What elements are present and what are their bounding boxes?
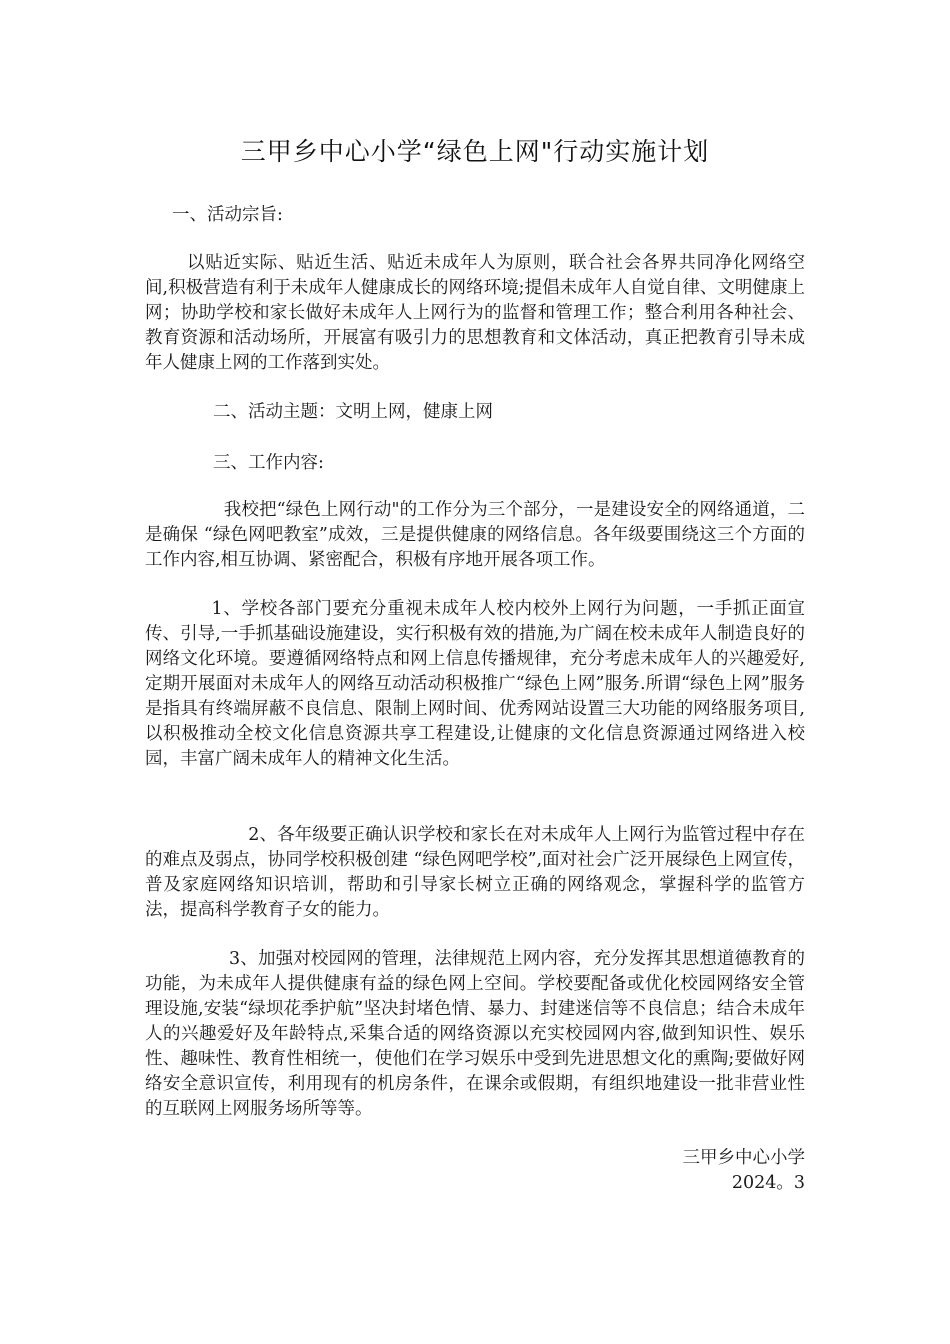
section1-heading: 一、活动宗旨: [172,205,283,225]
work-item-1: 1、学校各部门要充分重视未成年人校内校外上网行为问题，一手抓正面宣传、引导,一手抓基础设施建设，实行积极有效的措施,为广阔在校未成年人制造良好的网络文化环境。要遵循网络特点和网上信息传播规律，充分考虑未成年人的兴趣爱好,定期开展面对未成年人的网络互动活动积极推广“绿色上网”服务.所谓“绿色上网”服务是指具有终端屏蔽不良信息、限制上网时间、优秀网站设置三大功能的网络服务项目,以积极推动全校文化信息资源共享工程建设,让健康的文化信息资源通过网络进入校园，丰富广阔未成年人的精神文化生活。 [145,599,805,769]
document-title: 三甲乡中心小学“绿色上网"行动实施计划 [240,137,710,166]
signature-date: 2024。3 [731,1173,805,1193]
section3-intro-paragraph: 我校把“绿色上网行动"的工作分为三个部分，一是建设安全的网络通道，二是确保 “绿色网吧教室”成效，三是提供健康的网络信息。各年级要围绕这三个方面的工作内容,相互协调、紧密配合，积极有序地开展各项工作。 [145,500,805,570]
signature-organization: 三甲乡中心小学 [682,1148,805,1168]
section3-heading: 三、工作内容: [213,453,324,473]
work-item-3: 3、加强对校园网的管理，法律规范上网内容，充分发挥其思想道德教育的功能，为未成年人提供健康有益的绿色网上空间。学校要配备或优化校园网络安全管理设施,安装“绿坝花季护航”坚决封堵色情、暴力、封建迷信等不良信息；结合未成年人的兴趣爱好及年龄特点,采集合适的网络资源以充实校园网内容,做到知识性、娱乐性、趣味性、教育性相统一，使他们在学习娱乐中受到先进思想文化的熏陶;要做好网络安全意识宣传，利用现有的机房条件，在课余或假期，有组织地建设一批非营业性的互联网上网服务场所等等。 [145,949,805,1119]
section1-paragraph: 以贴近实际、贴近生活、贴近未成年人为原则，联合社会各界共同净化网络空间,积极营造有利于未成年人健康成长的网络环境;提倡未成年人自觉自律、文明健康上网；协助学校和家长做好未成年人上网行为的监督和管理工作；整合利用各种社会、教育资源和活动场所，开展富有吸引力的思想教育和文体活动，真正把教育引导未成年人健康上网的工作落到实处。 [145,253,805,373]
work-item-2: 2、各年级要正确认识学校和家长在对未成年人上网行为监管过程中存在的难点及弱点，协同学校积极创建 “绿色网吧学校”,面对社会广泛开展绿色上网宣传，普及家庭网络知识培训，帮助和引导家长树立正确的网络观念，掌握科学的监管方法，提高科学教育子女的能力。 [145,825,805,920]
section2-heading: 二、活动主题：文明上网，健康上网 [213,402,493,422]
